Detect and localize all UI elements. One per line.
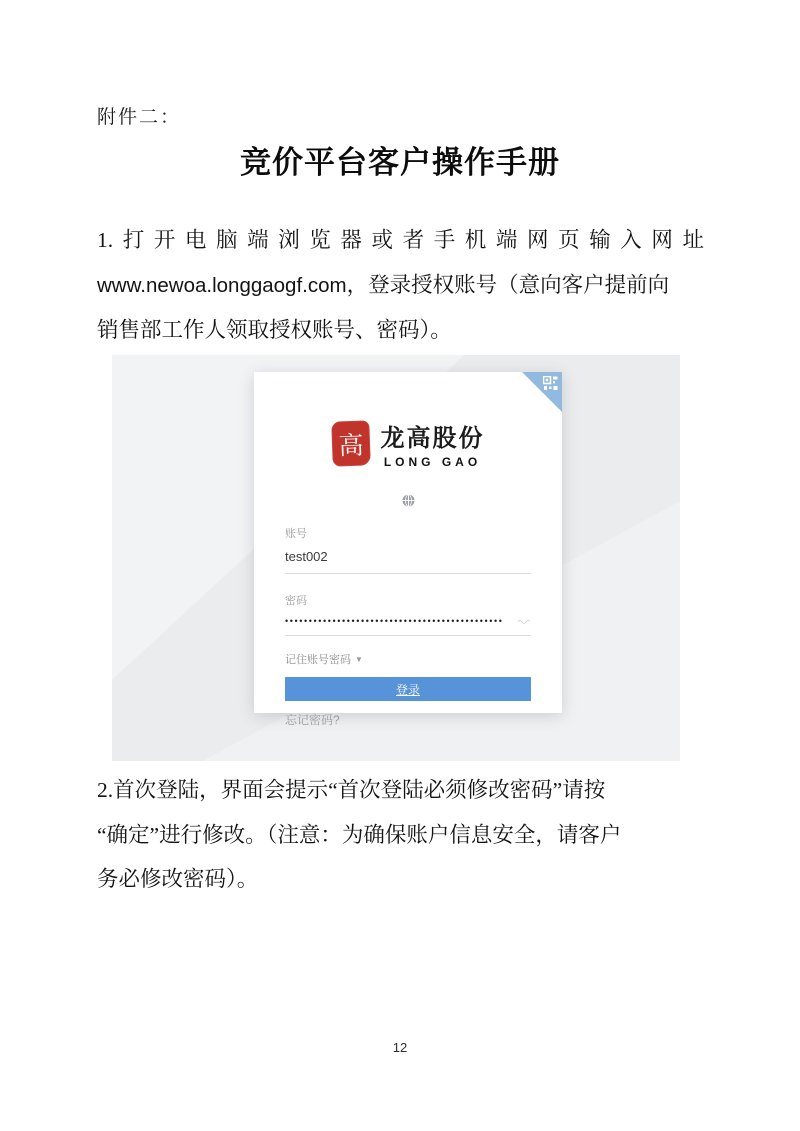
account-value: test002	[285, 549, 328, 564]
forgot-password-link[interactable]: 忘记密码?	[285, 713, 340, 727]
brand-name-en: LONG GAO	[383, 454, 482, 469]
page-number: 12	[392, 1040, 408, 1055]
attachment-label: 附件二：	[97, 107, 182, 128]
page-title: 竞价平台客户操作手册	[240, 145, 560, 180]
brand-logo	[285, 416, 531, 470]
account-input[interactable]	[285, 549, 531, 574]
para-line-rest: ，登录授权账号（意向客户提前向	[346, 272, 670, 297]
brand-name-cn: 龙高股份	[380, 425, 485, 452]
chevron-down-icon: ▼	[355, 654, 363, 664]
account-field	[285, 525, 531, 574]
password-input[interactable]	[285, 616, 531, 636]
qr-code-icon	[543, 376, 558, 391]
globe-icon[interactable]	[402, 494, 415, 507]
remember-label: 记住账号密码	[285, 654, 351, 666]
para-line: 销售部工作人领取授权账号、密码）。	[97, 318, 452, 342]
password-label: 密码	[285, 595, 307, 607]
seal-logo-icon	[331, 420, 371, 466]
para-line: 1.打开电脑端浏览器或者手机端网页输入网址	[97, 228, 704, 252]
para-line: 2.首次登陆，界面会提示“首次登陆必须修改密码”请按	[97, 778, 606, 802]
para-line: 务必修改密码）。	[97, 867, 259, 891]
remember-credentials-dropdown[interactable]	[285, 651, 531, 667]
password-field	[285, 592, 531, 636]
paragraph-step-1	[97, 218, 704, 353]
login-button[interactable]: 登录	[285, 677, 531, 701]
para-line: “确定”进行修改。（注意：为确保账户信息安全，请客户	[97, 822, 622, 847]
paragraph-step-2	[97, 768, 704, 902]
url-text: www.newoa.longgaogf.com	[97, 273, 347, 297]
para-line	[97, 263, 704, 309]
seal-character: 高	[337, 431, 364, 460]
password-masked-value: ••••••••••••••••••••••••••••••••••••••••••••••	[285, 616, 504, 626]
account-label: 账号	[285, 528, 307, 540]
login-screenshot	[112, 355, 680, 761]
brand-text	[381, 418, 485, 469]
login-card	[254, 372, 562, 727]
password-reveal-icon[interactable]	[517, 617, 531, 625]
